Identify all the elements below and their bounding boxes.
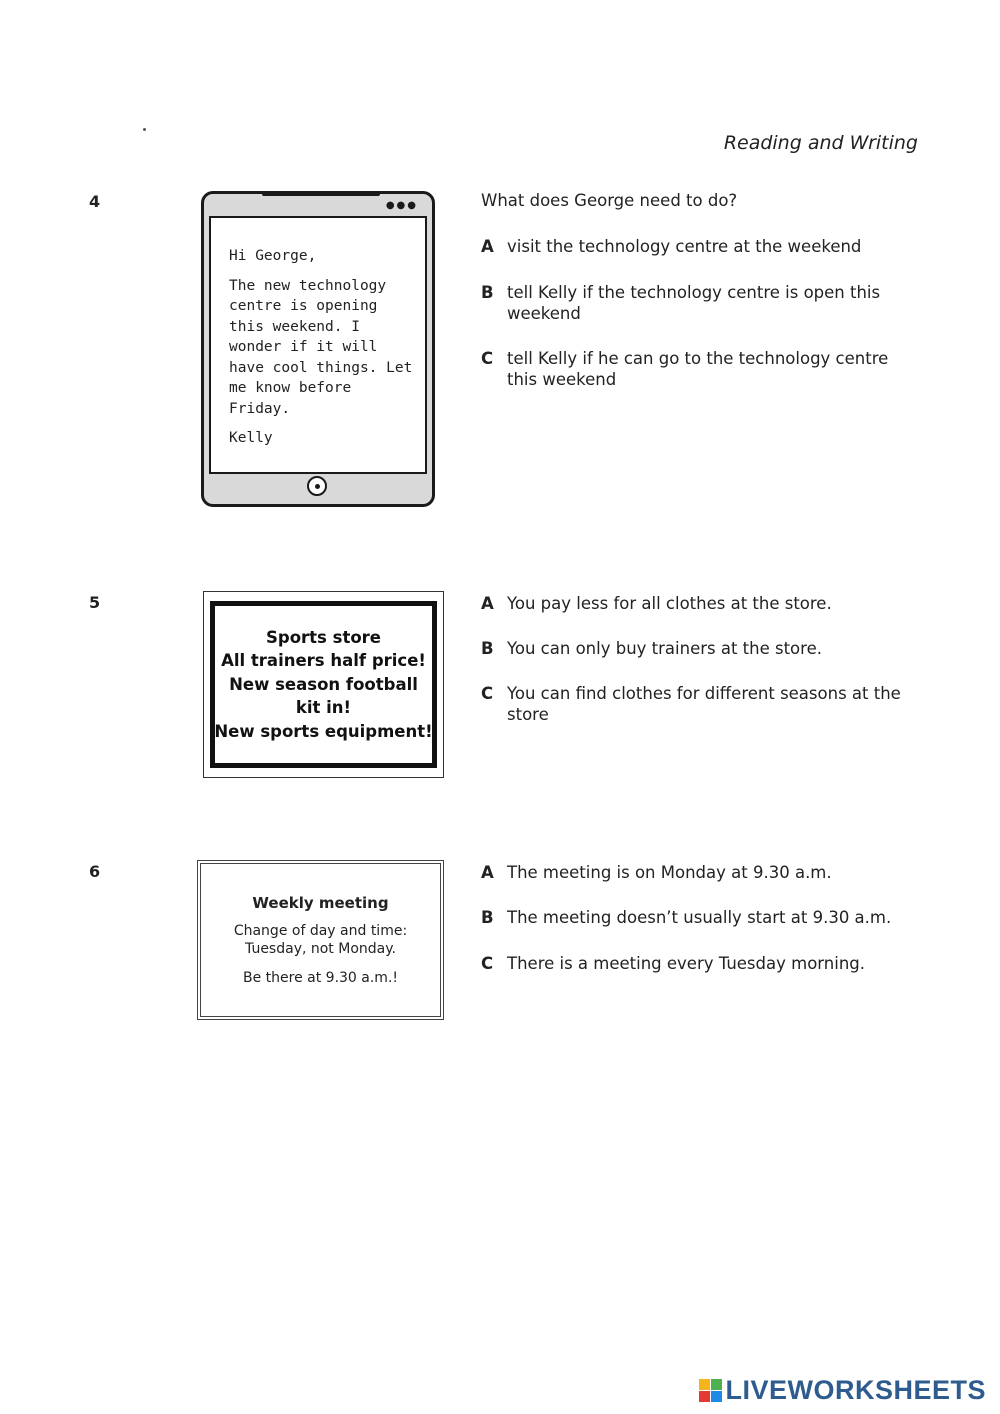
notice-time: Be there at 9.30 a.m.! (242, 970, 399, 986)
tablet-speaker-bar (262, 191, 380, 196)
message-body: The new technology centre is opening this weekend. I wonder if it will have cool things. Let me know before Friday. (229, 277, 413, 417)
message-greeting: Hi George, (229, 248, 317, 264)
question-4-text: What does George need to do? (481, 191, 738, 210)
section-title: Reading and Writing (723, 132, 918, 154)
tablet-device (201, 191, 435, 507)
option-letter: C (481, 954, 494, 973)
option-letter: C (481, 684, 494, 703)
option-letter: B (481, 639, 494, 658)
option-text: visit the technology centre at the weekend (507, 237, 862, 256)
sign-text-block (210, 601, 437, 768)
logo-square (711, 1379, 722, 1390)
option-letter: C (481, 349, 494, 368)
option-letter: B (481, 283, 494, 302)
home-button-icon (307, 476, 327, 496)
q4-option-a[interactable] (481, 236, 901, 257)
sign-line: New season football (229, 674, 418, 694)
question-number-6: 6 (89, 862, 101, 881)
q5-option-c[interactable] (481, 683, 901, 725)
meeting-notice (197, 860, 444, 1020)
option-text: tell Kelly if the technology centre is open this weekend (507, 283, 881, 323)
option-letter: A (481, 237, 494, 256)
option-text: You can find clothes for different seasons at the store (507, 684, 901, 724)
liveworksheets-logo[interactable] (699, 1375, 986, 1406)
message-signature: Kelly (229, 430, 273, 446)
sign-line: kit in! (295, 698, 352, 718)
option-text: The meeting doesn’t usually start at 9.30 a.m. (507, 908, 892, 927)
sign-line: New sports equipment! (214, 721, 433, 741)
option-letter: A (481, 863, 494, 882)
q6-option-a[interactable] (481, 862, 901, 883)
q6-option-b[interactable] (481, 907, 901, 928)
question-number-4: 4 (89, 192, 101, 211)
option-text: tell Kelly if he can go to the technology centre this weekend (507, 349, 889, 389)
option-letter: A (481, 594, 494, 613)
page-dot (143, 128, 146, 131)
sign-line: All trainers half price! (221, 651, 426, 671)
question-number-5: 5 (89, 593, 101, 612)
option-text: The meeting is on Monday at 9.30 a.m. (507, 863, 832, 882)
q4-option-c[interactable] (481, 348, 901, 390)
logo-square (699, 1379, 710, 1390)
sports-store-sign (203, 591, 444, 778)
tablet-camera-dots-icon: ●●● (385, 200, 418, 211)
notice-change: Change of day and time: Tuesday, not Monday. (233, 923, 408, 957)
q6-option-c[interactable] (481, 953, 901, 974)
option-letter: B (481, 908, 494, 927)
option-text: You can only buy trainers at the store. (507, 639, 822, 658)
q5-option-a[interactable] (481, 593, 901, 614)
sign-line: Sports store (266, 627, 381, 647)
notice-title: Weekly meeting (252, 894, 389, 912)
option-text: You pay less for all clothes at the store. (507, 594, 832, 613)
q5-option-b[interactable] (481, 638, 901, 659)
logo-square (711, 1391, 722, 1402)
logo-square (699, 1391, 710, 1402)
option-text: There is a meeting every Tuesday morning. (507, 954, 866, 973)
q4-option-b[interactable] (481, 282, 901, 324)
tablet-screen (209, 216, 427, 474)
logo-grid-icon (699, 1379, 722, 1402)
logo-text: LIVEWORKSHEETS (725, 1375, 986, 1405)
